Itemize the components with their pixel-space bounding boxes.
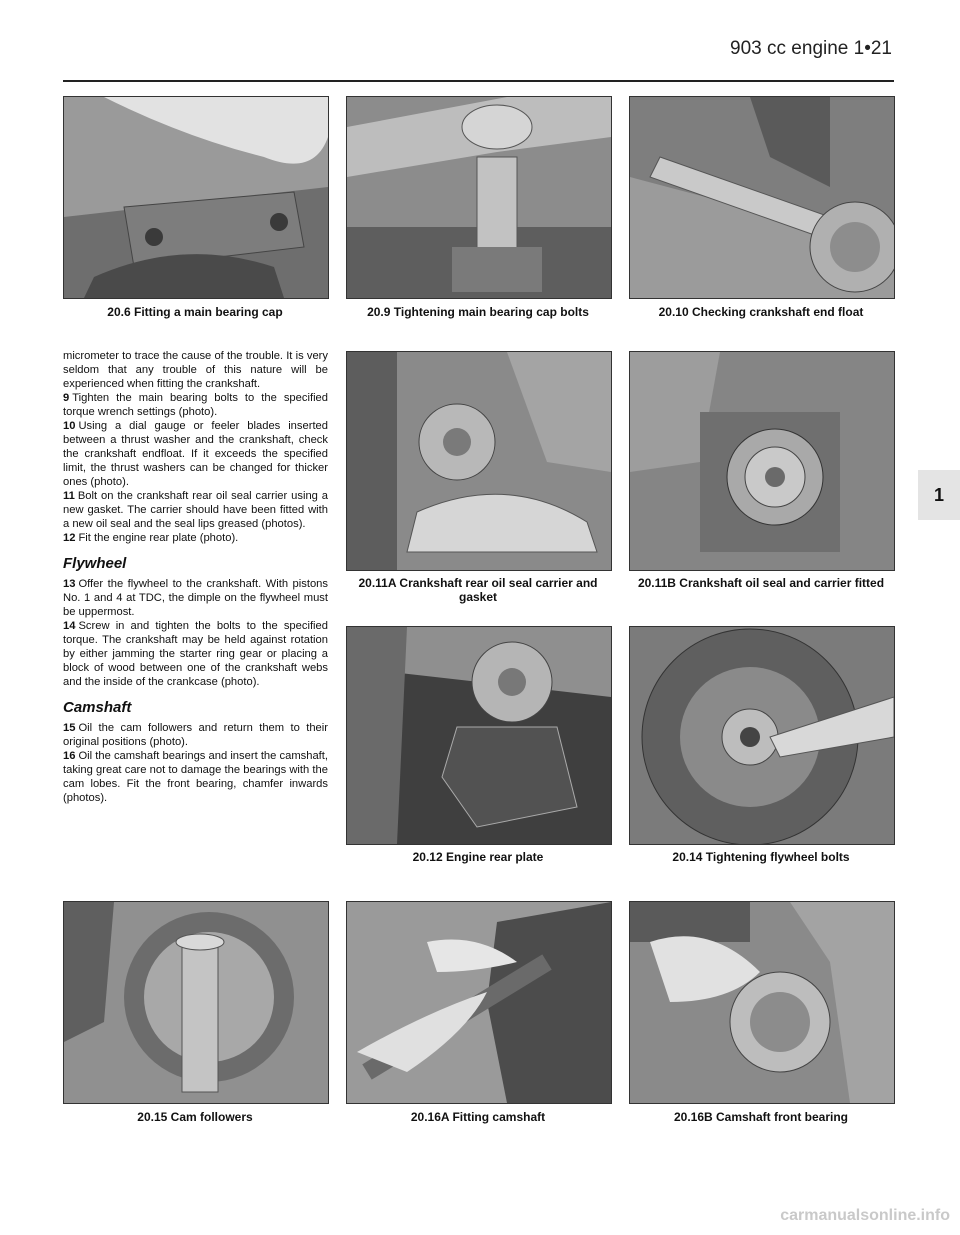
chapter-tab: 1 [918,470,960,520]
paragraph-number: 16 [63,750,76,762]
paragraph-text: Oil the cam followers and return them to their original positions (photo). [63,722,328,748]
paragraph-14 [63,619,328,689]
caption-20-12: 20.12 Engine rear plate [412,850,544,864]
header-rule [63,80,894,82]
photo-main-bearing-cap [63,96,329,299]
caption-20-10: 20.10 Checking crankshaft end float [658,305,864,319]
photo-main-bearing-bolts [346,96,612,299]
caption-20-9: 20.9 Tightening main bearing cap bolts [367,305,589,319]
paragraph-15 [63,721,328,749]
paragraph-number: 12 [63,532,76,544]
intro-paragraph: micrometer to trace the cause of the trouble. It is very seldom that any trouble of this nature will be experienced when fitting the crankshaft. [63,350,328,390]
body-text-column [63,349,328,805]
paragraph-11 [63,489,328,531]
paragraph-number: 10 [63,420,76,432]
photo-oil-seal-carrier-fitted [629,351,895,571]
photo-cam-followers [63,901,329,1104]
photo-crankshaft-end-float [629,96,895,299]
paragraph-text: Oil the camshaft bearings and insert the camshaft, taking great care not to damage the bearings with the cam lobes. Fit the front bearing, chamfer inwards (photos). [63,750,328,804]
photo-rear-oil-seal-carrier-gasket [346,351,612,571]
paragraph-number: 15 [63,722,76,734]
caption-20-11b: 20.11B Crankshaft oil seal and carrier fitted [637,576,885,590]
caption-20-16b: 20.16B Camshaft front bearing [673,1110,849,1124]
caption-20-14: 20.14 Tightening flywheel bolts [672,850,850,864]
heading-camshaft: Camshaft [63,699,132,716]
paragraph-text: Tighten the main bearing bolts to the specified torque wrench settings (photo). [63,392,328,418]
caption-20-6: 20.6 Fitting a main bearing cap [107,305,283,319]
photo-camshaft-front-bearing [629,901,895,1104]
paragraph-number: 13 [63,578,76,590]
paragraph-12 [63,531,328,545]
paragraph-13 [63,577,328,619]
paragraph-text: Offer the flywheel to the crankshaft. With pistons No. 1 and 4 at TDC, the dimple on the flywheel must be uppermost. [63,578,328,618]
paragraph-text: Bolt on the crankshaft rear oil seal carrier using a new gasket. The carrier should have been fitted with a new oil seal and the seal lips greased (photos). [63,490,328,530]
caption-20-15: 20.15 Cam followers [137,1110,253,1124]
photo-engine-rear-plate [346,626,612,845]
photo-fitting-camshaft [346,901,612,1104]
paragraph-16 [63,749,328,805]
photo-flywheel-bolts [629,626,895,845]
paragraph-9 [63,391,328,419]
paragraph-number: 9 [63,392,70,404]
caption-20-11a: 20.11A Crankshaft rear oil seal carrier and gasket [358,576,598,604]
paragraph-text: Screw in and tighten the bolts to the specified torque. The crankshaft may be held against rotation by either jamming the starter ring gear or placing a block of wood between one of the crankshaft webs and the inside of the crankcase (photo). [63,620,328,688]
paragraph-10 [63,419,328,489]
page-header-title: 903 cc engine 1•21 [730,38,892,59]
caption-20-16a: 20.16A Fitting camshaft [410,1110,546,1124]
paragraph-number: 11 [63,490,75,502]
paragraph-text: Fit the engine rear plate (photo). [78,532,239,544]
paragraph-text: Using a dial gauge or feeler blades inserted between a thrust washer and the crankshaft, check the crankshaft endfloat. If it exceeds the specified limit, the thrust washers can be changed for thicker ones (photo). [63,420,328,488]
paragraph-number: 14 [63,620,76,632]
footer-watermark: carmanualsonline.info [780,1207,950,1224]
heading-flywheel: Flywheel [63,555,127,572]
